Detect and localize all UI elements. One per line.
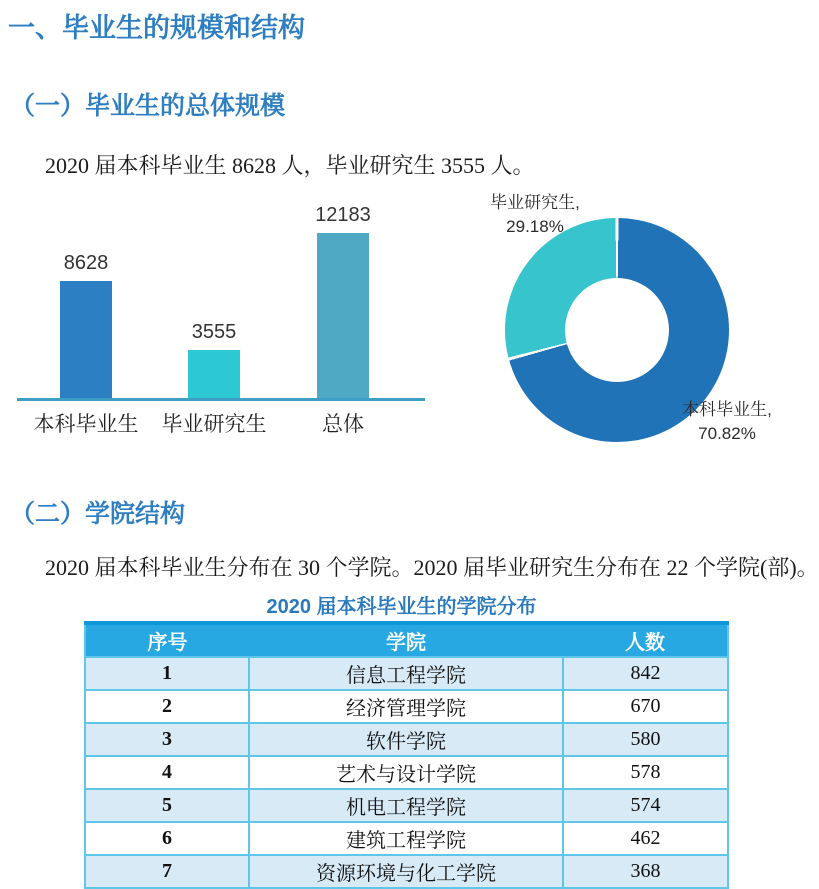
paragraph-totals: 2020 届本科毕业生 8628 人，毕业研究生 3555 人。 — [45, 153, 535, 178]
donut-label-graduate — [460, 191, 610, 239]
cell-college: 艺术与设计学院 — [249, 756, 563, 789]
cell-index: 6 — [85, 822, 249, 855]
cell-college: 建筑工程学院 — [249, 822, 563, 855]
bar-category-label: 毕业研究生 — [161, 412, 267, 436]
bar-category-label: 本科毕业生 — [33, 412, 139, 436]
donut-label-undergraduate — [652, 398, 802, 446]
cell-college: 资源环境与化工学院 — [249, 855, 563, 888]
bar-2 — [317, 233, 369, 398]
bar-chart — [15, 198, 435, 443]
table-row — [85, 723, 728, 756]
table-row — [85, 690, 728, 723]
cell-index: 5 — [85, 789, 249, 822]
donut-label-graduate-pct: 29.18% — [506, 217, 564, 236]
bar-1 — [188, 350, 240, 398]
section-2-subtitle: （二）学院结构 — [10, 500, 186, 528]
table-title: 2020 届本科毕业生的学院分布 — [266, 596, 537, 618]
cell-count: 368 — [563, 855, 728, 888]
cell-count: 462 — [563, 822, 728, 855]
bar-chart-axis — [17, 398, 425, 401]
donut-label-undergraduate-name: 本科毕业生, — [682, 400, 772, 419]
section-1-title: 一、毕业生的规模和结构 — [8, 13, 305, 43]
donut-label-graduate-name: 毕业研究生, — [490, 193, 580, 212]
table-row — [85, 657, 728, 690]
bar-value-label: 3555 — [191, 321, 237, 343]
college-table-body — [85, 657, 728, 888]
cell-index: 3 — [85, 723, 249, 756]
donut-hole — [565, 278, 669, 382]
paragraph-distribution: 2020 届本科毕业生分布在 30 个学院。2020 届毕业研究生分布在 22 个学院(部)。 — [45, 555, 819, 580]
cell-count: 580 — [563, 723, 728, 756]
cell-index: 2 — [85, 690, 249, 723]
cell-college: 信息工程学院 — [249, 657, 563, 690]
header-index: 序号 — [85, 623, 249, 657]
table-row — [85, 789, 728, 822]
table-header-row — [85, 623, 728, 657]
cell-college: 机电工程学院 — [249, 789, 563, 822]
bar-0 — [60, 281, 112, 398]
table-row — [85, 855, 728, 888]
cell-college: 软件学院 — [249, 723, 563, 756]
cell-index: 7 — [85, 855, 249, 888]
bar-value-label: 12183 — [315, 204, 371, 226]
cell-count: 670 — [563, 690, 728, 723]
table-row — [85, 822, 728, 855]
section-1-1-subtitle: （一）毕业生的总体规模 — [10, 92, 286, 120]
cell-count: 578 — [563, 756, 728, 789]
header-college: 学院 — [249, 623, 563, 657]
cell-index: 1 — [85, 657, 249, 690]
cell-count: 574 — [563, 789, 728, 822]
donut-label-undergraduate-pct: 70.82% — [698, 424, 756, 443]
header-count: 人数 — [563, 623, 728, 657]
table-row — [85, 756, 728, 789]
cell-count: 842 — [563, 657, 728, 690]
cell-college: 经济管理学院 — [249, 690, 563, 723]
bar-value-label: 8628 — [63, 252, 109, 274]
college-distribution-table — [84, 621, 729, 889]
donut-chart-area — [440, 185, 803, 450]
bar-category-label: 总体 — [322, 412, 364, 436]
cell-index: 4 — [85, 756, 249, 789]
